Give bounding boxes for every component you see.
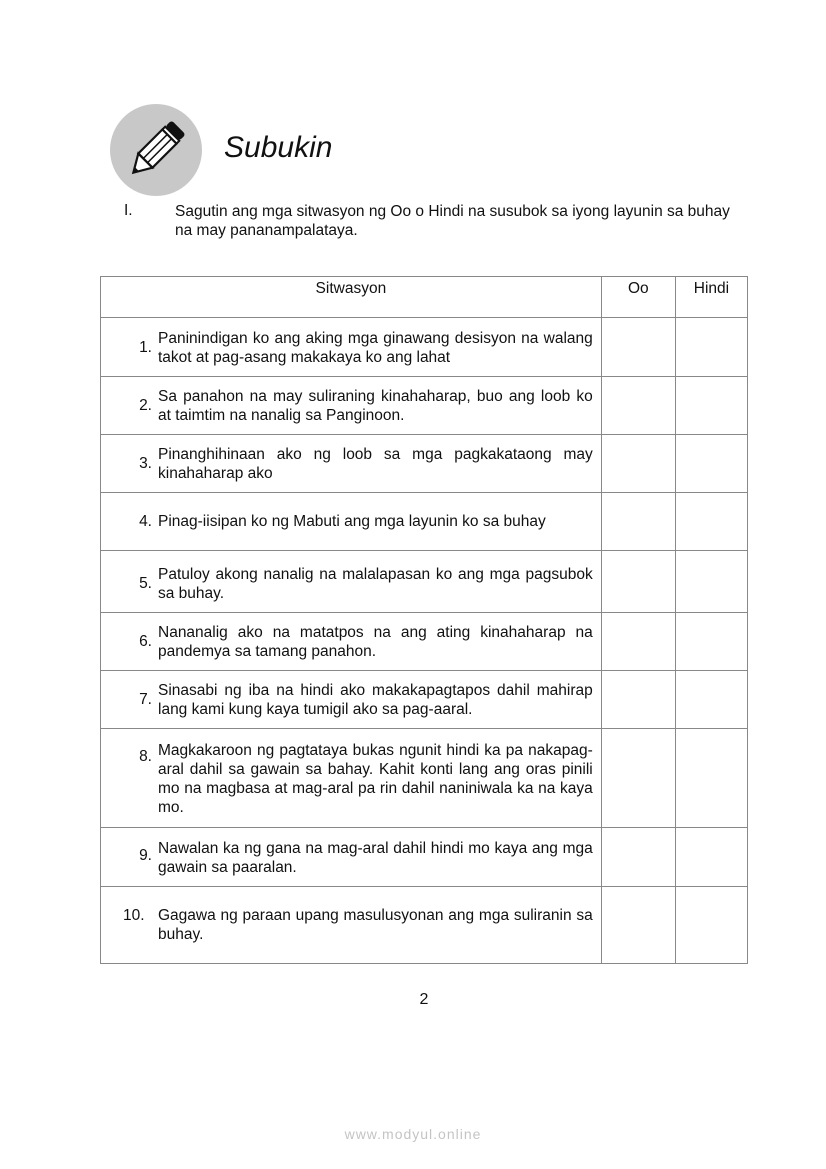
instruction-number: I. (124, 202, 133, 219)
row-number: 5. (139, 575, 152, 592)
answer-oo-cell[interactable] (601, 671, 675, 729)
row-text: Nawalan ka ng gana na mag-aral dahil hindi mo kaya ang mga gawain sa paaralan. (158, 839, 593, 876)
answer-oo-cell[interactable] (601, 435, 675, 493)
answer-hindi-cell[interactable] (675, 435, 747, 493)
answer-hindi-cell[interactable] (675, 551, 747, 613)
answer-hindi-cell[interactable] (675, 671, 747, 729)
row-number: 6. (139, 633, 152, 650)
page-number: 2 (419, 991, 429, 1008)
row-number: 8. (139, 748, 152, 765)
row-number: 7. (139, 691, 152, 708)
answer-hindi-cell[interactable] (675, 729, 747, 828)
row-number: 1. (139, 339, 152, 356)
answer-hindi-cell[interactable] (675, 613, 747, 671)
table-row (101, 828, 748, 887)
instruction-text: Sagutin ang mga sitwasyon ng Oo o Hindi na susubok sa iyong layunin sa buhay na may pananampalataya. (175, 203, 730, 239)
section-title: Subukin (224, 131, 333, 164)
answer-hindi-cell[interactable] (675, 493, 747, 551)
header-sitwasyon: Sitwasyon (101, 277, 602, 318)
table-row (101, 377, 748, 435)
table-row (101, 318, 748, 377)
answer-oo-cell[interactable] (601, 828, 675, 887)
answer-oo-cell[interactable] (601, 613, 675, 671)
situation-table (100, 276, 748, 964)
row-number: 4. (139, 513, 152, 530)
row-text: Sa panahon na may suliraning kinahaharap, buo ang loob ko at taimtim na nanalig sa Panginoon. (158, 387, 593, 424)
table-row (101, 551, 748, 613)
table-row (101, 729, 748, 828)
answer-oo-cell[interactable] (601, 318, 675, 377)
table-row (101, 887, 748, 964)
row-text: Magkakaroon ng pagtataya bukas ngunit hindi ka pa nakapag-aral dahil sa gawain sa bahay. Kahit konti lang ang oras pinili mo na magbasa at mag-aral pa rin dahil naniniwala ka na kaya mo. (158, 742, 593, 816)
row-text: Pinag-iisipan ko ng Mabuti ang mga layunin ko sa buhay (158, 513, 546, 530)
table-row (101, 613, 748, 671)
row-text: Gagawa ng paraan upang masulusyonan ang mga suliranin sa buhay. (158, 907, 593, 943)
row-text: Sinasabi ng iba na hindi ako makakapagtapos dahil mahirap lang kami kung kaya tumigil ako sa pag-aaral. (158, 681, 593, 718)
answer-oo-cell[interactable] (601, 493, 675, 551)
answer-oo-cell[interactable] (601, 729, 675, 828)
row-text: Patuloy akong nanalig na malalapasan ko ang mga pagsubok sa buhay. (158, 565, 593, 602)
answer-hindi-cell[interactable] (675, 318, 747, 377)
header-hindi: Hindi (675, 277, 747, 318)
answer-oo-cell[interactable] (601, 377, 675, 435)
answer-hindi-cell[interactable] (675, 377, 747, 435)
answer-oo-cell[interactable] (601, 887, 675, 964)
pencil-icon (124, 116, 188, 184)
header-oo: Oo (601, 277, 675, 318)
row-text: Nananalig ako na matatpos na ang ating kinahaharap na pandemya sa tamang panahon. (158, 623, 593, 660)
row-number: 3. (139, 455, 152, 472)
row-number: 2. (139, 397, 152, 414)
row-text: Pinanghihinaan ako ng loob sa mga pagkakataong may kinahaharap ako (158, 445, 593, 482)
row-number: 9. (139, 847, 152, 864)
table-row (101, 671, 748, 729)
watermark: www.modyul.online (344, 1126, 482, 1142)
answer-hindi-cell[interactable] (675, 887, 747, 964)
table-row (101, 435, 748, 493)
table-row (101, 493, 748, 551)
row-number: 10. (123, 907, 145, 924)
answer-oo-cell[interactable] (601, 551, 675, 613)
pencil-icon-badge (110, 104, 202, 196)
table-header-row (101, 277, 748, 318)
row-text: Paninindigan ko ang aking mga ginawang desisyon na walang takot at pag-asang makakaya ko ang lahat (158, 329, 593, 366)
answer-hindi-cell[interactable] (675, 828, 747, 887)
